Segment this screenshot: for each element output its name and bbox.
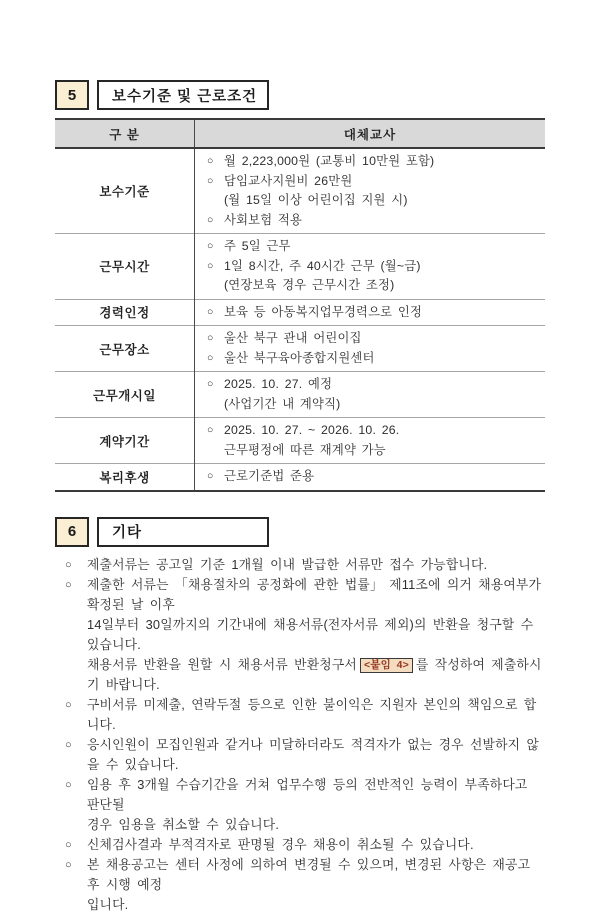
line-text [224, 467, 314, 487]
line-text [224, 276, 394, 296]
table-row [55, 234, 545, 300]
text-line [65, 575, 548, 615]
text-line [207, 237, 539, 257]
text-line [65, 615, 545, 655]
line-text [224, 172, 352, 192]
text-segment: 신체검사결과 부적격자로 판명될 경우 채용이 취소될 수 있습니다. [87, 836, 474, 852]
text-segment: 사회보험 적용 [224, 212, 303, 227]
line-text [224, 211, 302, 231]
text-line [207, 211, 539, 231]
circle-bullet: ○ [65, 738, 72, 751]
line-text [87, 735, 545, 775]
circle-bullet: ○ [65, 778, 72, 791]
text-line [65, 895, 545, 915]
line-text [87, 695, 545, 735]
line-text [87, 895, 128, 915]
section-5-title: 보수기준 및 근로조건 [97, 80, 269, 110]
bullet-spacer [65, 615, 87, 655]
row-label: 근무장소 [55, 326, 195, 372]
line-text [87, 575, 548, 615]
row-label: 경력인정 [55, 299, 195, 326]
circle-bullet: ○ [65, 838, 72, 851]
table-header-row [55, 119, 545, 148]
text-line [65, 815, 545, 835]
text-line [65, 775, 545, 815]
working-conditions-table [55, 118, 545, 492]
table-row [55, 299, 545, 326]
line-text [224, 237, 291, 257]
text-line [207, 276, 539, 296]
note-item [65, 575, 548, 695]
section-6-title: 기타 [97, 517, 269, 547]
circle-bullet: ○ [65, 578, 72, 591]
text-line [207, 303, 539, 323]
line-text [224, 257, 421, 277]
row-content [195, 464, 546, 491]
text-segment: 2025. 10. 27. ~ 2026. 10. 26. [224, 423, 400, 437]
table-row [55, 326, 545, 372]
text-segment: (연장보육 경우 근무시간 조정) [224, 278, 395, 292]
section-6-header [55, 517, 545, 547]
attachment-4-badge: <붙임 4> [360, 658, 413, 673]
row-content [195, 372, 546, 418]
text-line [65, 735, 545, 775]
text-line [207, 375, 539, 395]
line-text [87, 775, 545, 815]
text-segment: 14일부터 30일까지의 기간내에 채용서류(전자서류 제외)의 반환을 청구할 수 있습니다. [87, 616, 540, 652]
note-item [65, 775, 545, 835]
row-label: 복리후생 [55, 464, 195, 491]
text-segment: 제출한 서류는 「채용절차의 공정화에 관한 법률」 제11조에 의거 채용여부가 확정된 날 이후 [87, 576, 548, 612]
text-line [207, 441, 539, 461]
row-content [195, 418, 546, 464]
circle-bullet: ○ [207, 240, 214, 252]
row-content [195, 326, 546, 372]
note-item [65, 835, 545, 855]
row-label: 보수기준 [55, 148, 195, 234]
line-text [87, 655, 545, 695]
text-segment: 울산 북구 관내 어린이집 [224, 331, 362, 345]
row-label: 근무개시일 [55, 372, 195, 418]
text-line [207, 421, 539, 441]
text-line [65, 835, 545, 855]
circle-bullet: ○ [207, 424, 214, 436]
circle-bullet: ○ [65, 698, 72, 711]
line-text [87, 815, 279, 835]
text-segment: 2025. 10. 27. 예정 [224, 377, 333, 391]
text-line [207, 467, 539, 487]
text-segment: 경우 임용을 취소할 수 있습니다. [87, 816, 280, 832]
bullet-spacer [65, 815, 87, 835]
line-text [224, 191, 408, 211]
section-6-number-box: 6 [55, 517, 89, 547]
text-line [65, 655, 545, 695]
circle-bullet: ○ [207, 332, 214, 344]
row-content [195, 148, 546, 234]
text-segment: 입니다. [87, 896, 129, 912]
line-text [87, 555, 487, 575]
note-item [65, 855, 545, 915]
circle-bullet: ○ [207, 259, 214, 272]
text-segment: (월 15일 이상 어린이집 지원 시) [224, 193, 408, 207]
line-text [224, 375, 332, 395]
text-segment: 월 2,223,000원 (교통비 10만원 포함) [224, 154, 435, 168]
text-segment: 담임교사지원비 26만원 [224, 173, 353, 188]
note-item [65, 735, 545, 775]
line-text [224, 349, 375, 369]
line-text [87, 855, 545, 895]
column-header-substitute-teacher: 대체교사 [195, 119, 546, 148]
working-conditions-table-body [55, 148, 545, 491]
text-segment: 임용 후 3개월 수습기간을 거쳐 업무수행 등의 전반적인 능력이 부족하다고 판단될 [87, 776, 534, 812]
text-line [65, 555, 545, 575]
line-text [224, 395, 340, 415]
text-segment: 보육 등 아동복지업무경력으로 인정 [224, 304, 423, 319]
bullet-spacer [207, 276, 224, 296]
line-text [224, 152, 434, 172]
table-row [55, 372, 545, 418]
note-item [65, 695, 545, 735]
table-row [55, 148, 545, 234]
note-item [65, 555, 545, 575]
notes-list [55, 555, 548, 915]
line-text [224, 441, 386, 461]
text-line [207, 152, 539, 172]
text-line [207, 191, 539, 211]
line-text [224, 329, 362, 349]
line-text [87, 615, 545, 655]
text-segment: 근로기준법 준용 [224, 469, 315, 483]
section-5-number-box: 5 [55, 80, 89, 110]
circle-bullet: ○ [207, 470, 214, 482]
circle-bullet: ○ [65, 558, 72, 571]
text-line [207, 349, 539, 369]
text-line [207, 395, 539, 415]
text-line [207, 329, 539, 349]
line-text [224, 421, 399, 441]
text-line [65, 855, 545, 895]
row-content [195, 299, 546, 326]
bullet-spacer [65, 895, 87, 915]
text-segment: 본 채용공고는 센터 사정에 의하여 변경될 수 있으며, 변경된 사항은 재공고 후 시행 예정 [87, 856, 537, 892]
text-line [65, 695, 545, 735]
text-segment: 제출서류는 공고일 기준 1개월 이내 발급한 서류만 접수 가능합니다. [87, 556, 488, 572]
text-line [207, 257, 539, 277]
text-segment: 근무평정에 따른 재계약 가능 [224, 442, 386, 457]
text-segment: 를 작성하여 제출하시기 바랍니다. [87, 656, 542, 692]
section-5-header [55, 80, 545, 110]
text-segment: 주 5일 근무 [224, 239, 291, 253]
text-segment: (사업기간 내 계약직) [224, 396, 341, 411]
circle-bullet: ○ [207, 174, 214, 187]
circle-bullet: ○ [207, 155, 214, 167]
line-text [224, 303, 422, 323]
circle-bullet: ○ [207, 351, 214, 364]
table-row [55, 418, 545, 464]
circle-bullet: ○ [207, 378, 214, 390]
circle-bullet: ○ [207, 213, 214, 226]
row-label: 근무시간 [55, 234, 195, 300]
text-segment: 1일 8시간, 주 40시간 근무 (월~금) [224, 258, 421, 273]
text-line [207, 172, 539, 192]
bullet-spacer [65, 655, 87, 695]
text-segment: 구비서류 미제출, 연락두절 등으로 인한 불이익은 지원자 본인의 책임으로 합니다. [87, 696, 537, 732]
column-header-category: 구 분 [55, 119, 195, 148]
circle-bullet: ○ [65, 858, 72, 871]
row-label: 계약기간 [55, 418, 195, 464]
bullet-spacer [207, 441, 224, 461]
row-content [195, 234, 546, 300]
bullet-spacer [207, 191, 224, 211]
text-segment: 채용서류 반환을 원할 시 채용서류 반환청구서 [87, 656, 357, 672]
text-segment: 울산 북구육아종합지원센터 [224, 350, 375, 365]
bullet-spacer [207, 395, 224, 415]
line-text [87, 835, 474, 855]
table-row [55, 464, 545, 491]
text-segment: 응시인원이 모집인원과 같거나 미달하더라도 적격자가 없는 경우 선발하지 않을 수 있습니다. [87, 736, 540, 772]
circle-bullet: ○ [207, 305, 214, 318]
